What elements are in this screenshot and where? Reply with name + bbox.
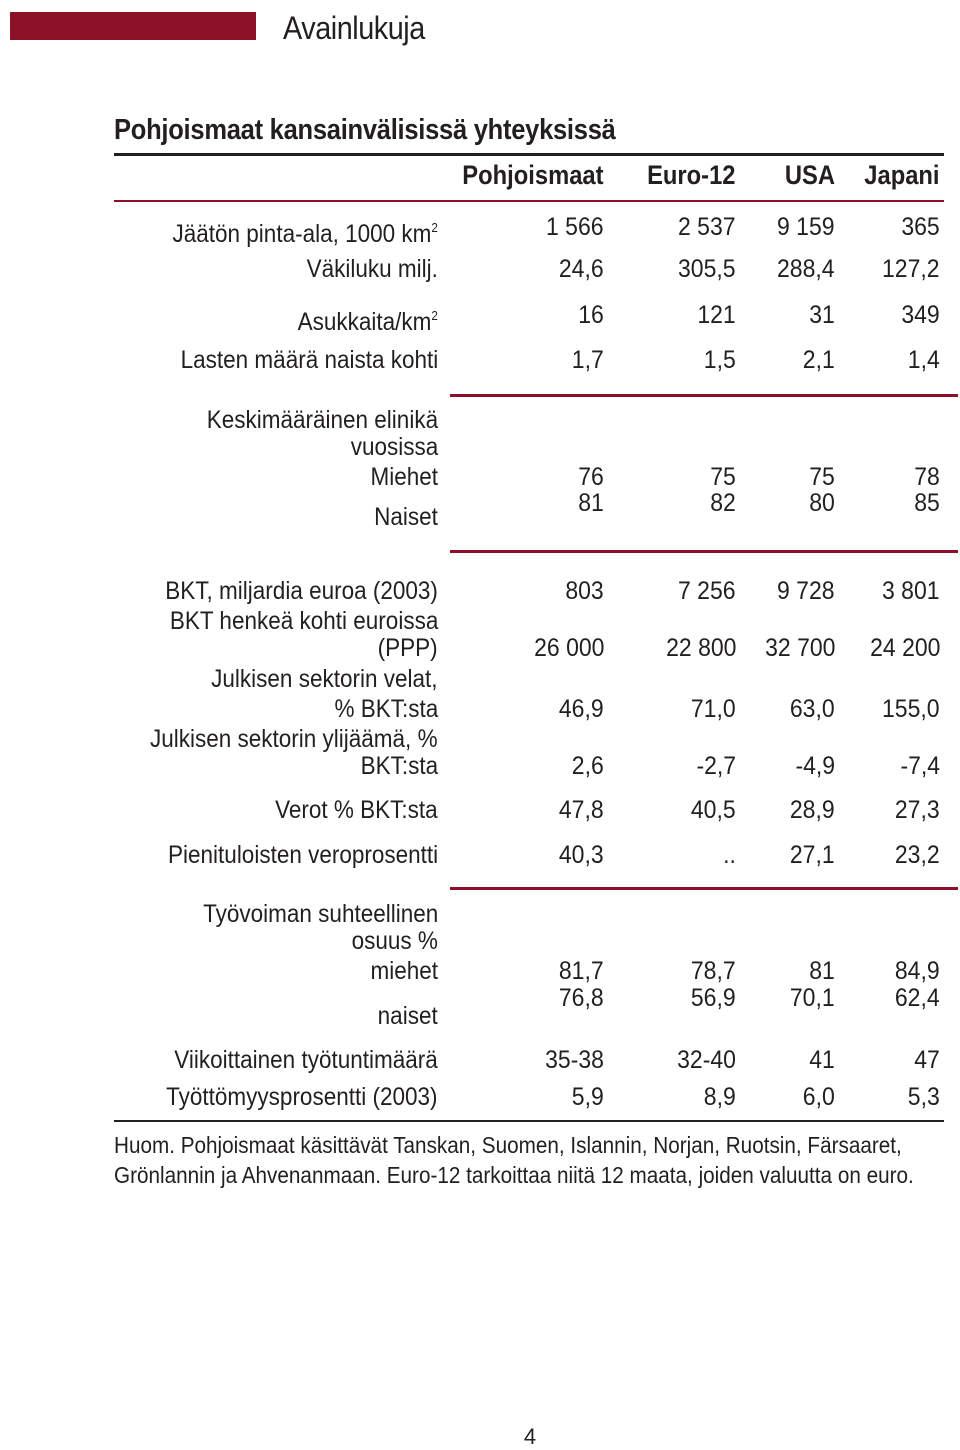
row-label-unemployment: Työttömyysprosentti (2003) xyxy=(166,1083,438,1111)
cell-taxes-euro12: 40,5 xyxy=(691,796,736,824)
cell-gdp-japani: 3 801 xyxy=(882,577,940,605)
cell-labour-men-euro12: 78,7 xyxy=(691,957,736,985)
cell-debt-euro12: 71,0 xyxy=(691,695,736,723)
cell-gdp-usa: 9 728 xyxy=(777,577,835,605)
cell-population-usa: 288,4 xyxy=(777,255,835,283)
cell-children-pohjoismaat: 1,7 xyxy=(572,346,604,374)
row-label-labour-men: miehet xyxy=(370,957,438,985)
row-label-population: Väkiluku milj. xyxy=(306,255,438,283)
cell-hours-japani: 47 xyxy=(914,1046,940,1074)
cell-gdppc-euro12: 22 800 xyxy=(665,634,736,662)
cell-area-pohjoismaat: 1 566 xyxy=(546,213,604,241)
table-title: Pohjoismaat kansainvälisissä yhteyksissä xyxy=(114,114,616,146)
cell-children-euro12: 1,5 xyxy=(704,346,736,374)
cell-density-japani: 349 xyxy=(901,301,940,329)
cell-taxes-usa: 28,9 xyxy=(790,796,835,824)
cell-surplus-japani: -7,4 xyxy=(900,752,940,780)
cell-density-usa: 31 xyxy=(809,301,835,329)
row-label-labour-women: naiset xyxy=(377,1002,438,1030)
table-footnote xyxy=(114,1130,924,1190)
cell-life-men-japani: 78 xyxy=(914,463,940,491)
row-label-gdp-per-capita-ppp: (PPP) xyxy=(377,634,438,662)
title-rule xyxy=(114,153,944,156)
cell-life-women-japani: 85 xyxy=(914,489,940,517)
row-label-public-debt: Julkisen sektorin velat, xyxy=(211,665,438,693)
cell-surplus-usa: -4,9 xyxy=(795,752,835,780)
row-label-public-surplus: Julkisen sektorin ylijäämä, % xyxy=(150,725,438,753)
cell-life-women-pohjoismaat: 81 xyxy=(578,489,604,517)
footnote-line-1: Huom. Pohjoismaat käsittävät Tanskan, Suomen, Islannin, Norjan, Ruotsin, Färsaaret, xyxy=(114,1132,902,1158)
row-label-gdp-per-capita: BKT henkeä kohti euroissa xyxy=(169,607,438,635)
column-header-japani: Japani xyxy=(864,160,940,190)
cell-density-euro12: 121 xyxy=(697,301,736,329)
row-label-public-debt-unit: % BKT:sta xyxy=(334,695,438,723)
row-label-life-expectancy-unit: vuosissa xyxy=(350,433,438,461)
section-color-bar xyxy=(10,12,256,40)
cell-life-women-usa: 80 xyxy=(809,489,835,517)
cell-surplus-euro12: -2,7 xyxy=(696,752,736,780)
cell-lowtax-japani: 23,2 xyxy=(895,841,940,869)
page-number: 4 xyxy=(523,1424,537,1449)
column-header-usa: USA xyxy=(784,160,835,190)
row-label-gdp: BKT, miljardia euroa (2003) xyxy=(165,577,438,605)
cell-hours-euro12: 32-40 xyxy=(677,1046,736,1074)
cell-unemp-usa: 6,0 xyxy=(803,1083,835,1111)
row-label-labour-unit: osuus % xyxy=(351,927,438,955)
row-label-life-expectancy: Keskimääräinen elinikä xyxy=(206,406,438,434)
cell-life-men-usa: 75 xyxy=(809,463,835,491)
cell-area-japani: 365 xyxy=(901,213,940,241)
cell-debt-pohjoismaat: 46,9 xyxy=(559,695,604,723)
cell-population-euro12: 305,5 xyxy=(678,255,736,283)
cell-debt-japani: 155,0 xyxy=(882,695,940,723)
cell-labour-women-japani: 62,4 xyxy=(895,984,940,1012)
cell-taxes-pohjoismaat: 47,8 xyxy=(559,796,604,824)
cell-labour-men-pohjoismaat: 81,7 xyxy=(559,957,604,985)
cell-children-usa: 2,1 xyxy=(803,346,835,374)
cell-surplus-pohjoismaat: 2,6 xyxy=(572,752,604,780)
cell-population-pohjoismaat: 24,6 xyxy=(559,255,604,283)
cell-gdp-euro12: 7 256 xyxy=(678,577,736,605)
cell-hours-pohjoismaat: 35-38 xyxy=(545,1046,604,1074)
row-label-density: Asukkaita/$km^2$ xyxy=(297,308,438,336)
row-label-low-income-tax: Pienituloisten veroprosentti xyxy=(167,841,438,869)
cell-unemp-euro12: 8,9 xyxy=(704,1083,736,1111)
cell-gdppc-usa: 32 700 xyxy=(764,634,835,662)
column-header-pohjoismaat: Pohjoismaat xyxy=(462,160,604,190)
cell-labour-women-euro12: 56,9 xyxy=(691,984,736,1012)
cell-lowtax-euro12: .. xyxy=(723,841,736,869)
cell-life-women-euro12: 82 xyxy=(710,489,736,517)
row-label-children: Lasten määrä naista kohti xyxy=(180,346,438,374)
row-label-weekly-hours: Viikoittainen työtuntimäärä xyxy=(174,1046,438,1074)
table-bottom-rule xyxy=(114,1120,944,1122)
section-title: Avainlukuja xyxy=(283,10,425,46)
cell-unemp-pohjoismaat: 5,9 xyxy=(572,1083,604,1111)
cell-gdppc-pohjoismaat: 26 000 xyxy=(533,634,604,662)
cell-population-japani: 127,2 xyxy=(882,255,940,283)
cell-area-euro12: 2 537 xyxy=(678,213,736,241)
cell-life-men-pohjoismaat: 76 xyxy=(578,463,604,491)
row-label-taxes: Verot % BKT:sta xyxy=(275,796,438,824)
header-rule xyxy=(114,200,944,202)
row-label-labour: Työvoiman suhteellinen xyxy=(202,900,438,928)
cell-lowtax-usa: 27,1 xyxy=(790,841,835,869)
row-label-life-women: Naiset xyxy=(374,503,438,531)
row-label-life-men: Miehet xyxy=(370,463,438,491)
cell-gdppc-japani: 24 200 xyxy=(869,634,940,662)
cell-labour-women-pohjoismaat: 76,8 xyxy=(559,984,604,1012)
cell-labour-women-usa: 70,1 xyxy=(790,984,835,1012)
cell-labour-men-japani: 84,9 xyxy=(895,957,940,985)
cell-life-men-euro12: 75 xyxy=(710,463,736,491)
column-header-euro12: Euro-12 xyxy=(647,160,736,190)
cell-gdp-pohjoismaat: 803 xyxy=(565,577,604,605)
cell-children-japani: 1,4 xyxy=(908,346,940,374)
cell-density-pohjoismaat: 16 xyxy=(578,301,604,329)
footnote-line-2: Grönlannin ja Ahvenanmaan. Euro-12 tarkoittaa niitä 12 maata, joiden valuutta on euro. xyxy=(114,1162,914,1188)
row-label-area: Jäätön pinta-ala, 1000 $km^2$ xyxy=(172,220,438,248)
cell-area-usa: 9 159 xyxy=(777,213,835,241)
group-rule-3 xyxy=(450,887,958,890)
cell-debt-usa: 63,0 xyxy=(790,695,835,723)
cell-unemp-japani: 5,3 xyxy=(908,1083,940,1111)
row-label-public-surplus-unit: BKT:sta xyxy=(360,752,438,780)
cell-hours-usa: 41 xyxy=(809,1046,835,1074)
cell-labour-men-usa: 81 xyxy=(809,957,835,985)
group-rule-1 xyxy=(450,394,958,397)
cell-taxes-japani: 27,3 xyxy=(895,796,940,824)
cell-lowtax-pohjoismaat: 40,3 xyxy=(559,841,604,869)
group-rule-2 xyxy=(450,550,958,553)
